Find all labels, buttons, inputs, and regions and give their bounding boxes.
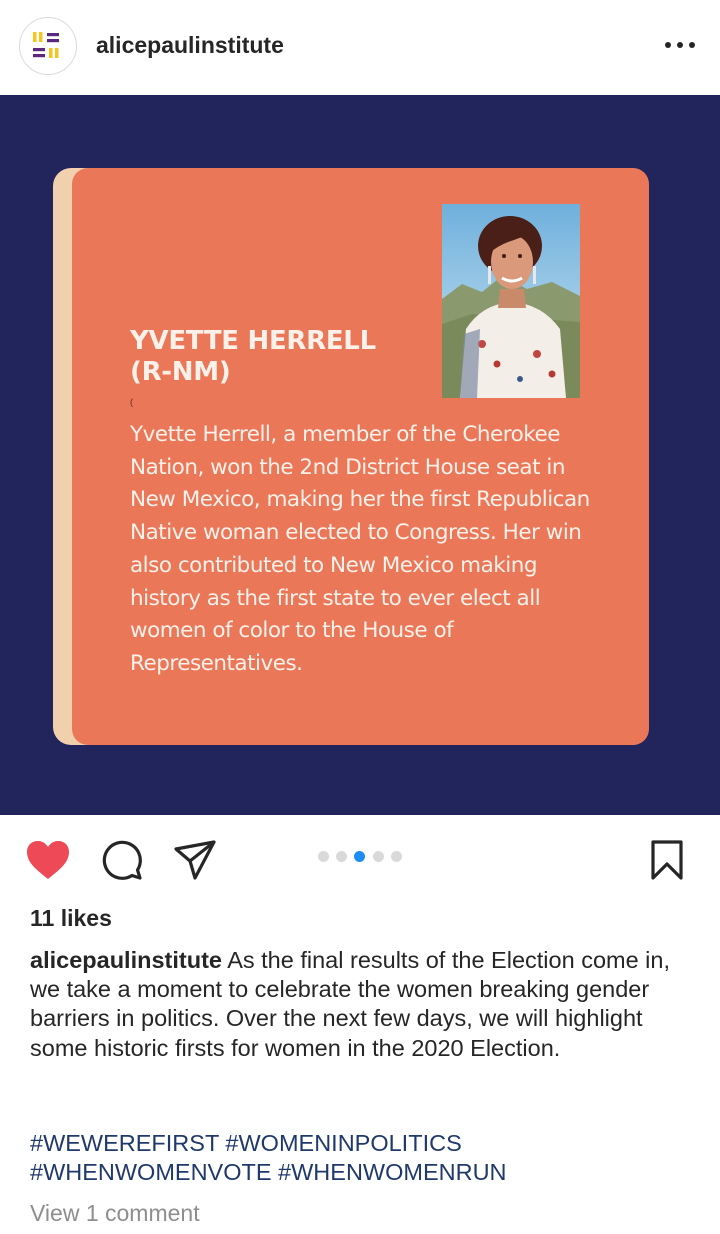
save-button[interactable] bbox=[649, 839, 685, 886]
post-username[interactable]: alicepaulinstitute bbox=[96, 32, 284, 58]
card-title-name: YVETTE HERRELL bbox=[130, 326, 376, 356]
caption-text: As the final results of the Election come in, we take a moment to celebrate the women breaking gender barriers in politics. Over the next few days, we will highlight some historic firsts for women in the 2020 Election. bbox=[30, 947, 671, 1061]
post-caption bbox=[30, 946, 700, 1063]
send-icon bbox=[173, 839, 217, 881]
hashtags-line-2[interactable]: #WHENWOMENVOTE #WHENWOMENRUN bbox=[30, 1159, 507, 1186]
share-button[interactable] bbox=[173, 839, 217, 886]
card-body-text: Yvette Herrell, a member of the Cherokee Nation, won the 2nd District House seat in New Mexico, making her the first Republican Native woman elected to Congress. Her win also contributed to New Mexico making history as the first state to ever elect all women of color to the House of Representatives. bbox=[130, 422, 590, 676]
avatar[interactable] bbox=[19, 17, 77, 75]
carousel-dot bbox=[373, 851, 384, 862]
comment-button[interactable] bbox=[101, 839, 143, 886]
carousel-dot-active bbox=[354, 851, 365, 862]
card-title bbox=[130, 326, 430, 388]
more-options-button[interactable] bbox=[662, 30, 698, 60]
comment-icon bbox=[101, 839, 143, 881]
post-header bbox=[0, 0, 720, 95]
portrait-photo bbox=[442, 204, 580, 398]
view-comments-link[interactable]: View 1 comment bbox=[30, 1200, 200, 1226]
heart-filled-icon bbox=[25, 839, 71, 881]
carousel-dot bbox=[318, 851, 329, 862]
hashtags-line-1[interactable]: #WEWEREFIRST #WOMENINPOLITICS bbox=[30, 1130, 462, 1156]
post-image[interactable] bbox=[0, 95, 720, 815]
more-horizontal-icon bbox=[662, 30, 698, 60]
likes-count[interactable]: 11 likes bbox=[30, 905, 112, 931]
info-card bbox=[72, 168, 649, 745]
card-stray-mark: ( bbox=[130, 397, 133, 407]
card-title-party: (R-NM) bbox=[130, 357, 231, 387]
carousel-dot bbox=[391, 851, 402, 862]
carousel-dot bbox=[336, 851, 347, 862]
like-button[interactable] bbox=[25, 839, 71, 886]
action-bar bbox=[0, 815, 720, 905]
bookmark-icon bbox=[649, 839, 685, 881]
alice-paul-institute-logo-icon bbox=[20, 18, 77, 75]
caption-username[interactable]: alicepaulinstitute bbox=[30, 947, 222, 973]
hashtags bbox=[30, 1129, 700, 1187]
